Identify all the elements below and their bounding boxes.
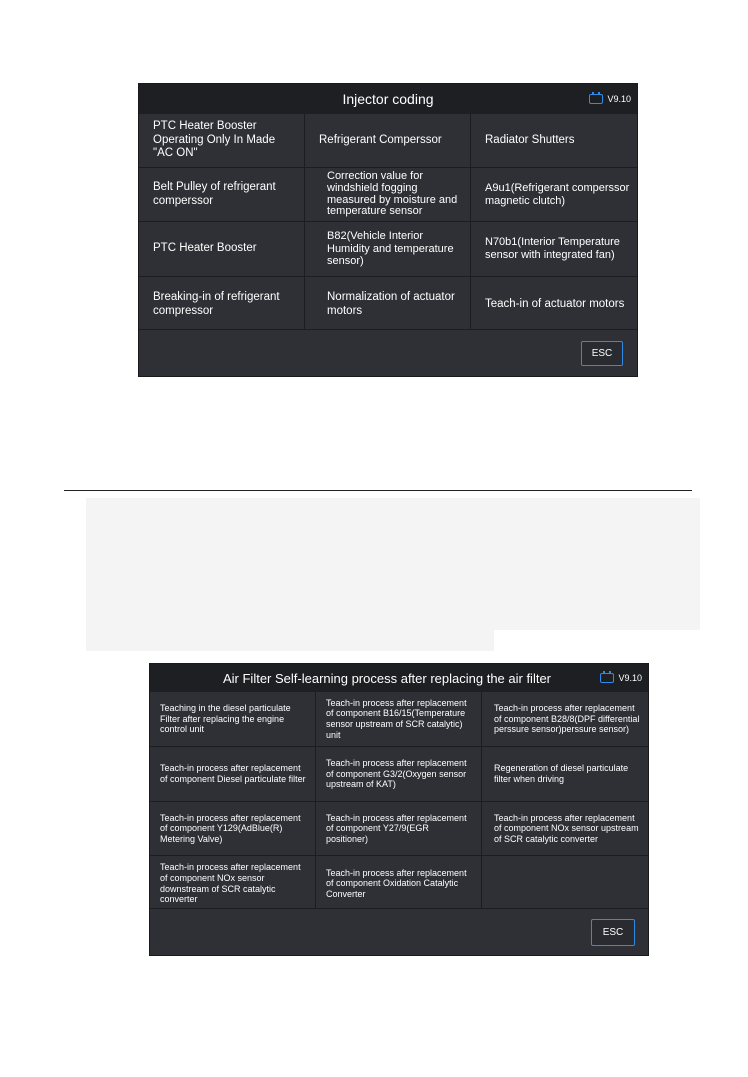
menu-item[interactable]: Teach-in process after replacement of component NOx sensor downstream of SCR catalytic converter xyxy=(150,856,316,911)
injector-coding-screen xyxy=(138,83,638,377)
menu-item[interactable]: Teach-in process after replacement of component G3/2(Oxygen sensor upstream of KAT) xyxy=(316,747,482,802)
menu-item[interactable]: N70b1(Interior Temperature sensor with integrated fan) xyxy=(471,222,638,277)
menu-item-empty xyxy=(482,856,649,911)
menu-item[interactable]: PTC Heater Booster xyxy=(139,222,305,277)
function-menu-grid xyxy=(150,692,649,911)
menu-item[interactable]: A9u1(Refrigerant comperssor magnetic clutch) xyxy=(471,168,638,222)
footer-bar xyxy=(139,329,637,376)
menu-item[interactable]: Teach-in of actuator motors xyxy=(471,277,638,332)
menu-item[interactable]: Teach-in process after replacement of component B16/15(Temperature sensor upstream of SCR catalytic) unit xyxy=(316,692,482,747)
menu-item[interactable]: Correction value for windshield fogging measured by moisture and temperature sensor xyxy=(305,168,471,222)
menu-item[interactable]: Teach-in process after replacement of component NOx sensor upstream of SCR catalytic converter xyxy=(482,802,649,856)
esc-button[interactable]: ESC xyxy=(581,341,623,366)
version-label: V9.10 xyxy=(618,673,642,683)
menu-item[interactable]: Normalization of actuator motors xyxy=(305,277,471,332)
footer-bar xyxy=(150,908,648,955)
menu-item[interactable]: Radiator Shutters xyxy=(471,114,638,168)
version-label: V9.10 xyxy=(607,94,631,104)
version-indicator xyxy=(600,664,642,692)
version-indicator xyxy=(589,84,631,114)
page-title: Air Filter Self-learning process after replacing the air filter xyxy=(222,670,552,686)
air-filter-screen xyxy=(149,663,649,956)
menu-item[interactable]: Teach-in process after replacement of component Y129(AdBlue(R) Metering Valve) xyxy=(150,802,316,856)
battery-icon xyxy=(589,94,603,104)
title-bar xyxy=(150,664,648,692)
placeholder-block xyxy=(86,498,700,630)
menu-item[interactable]: Belt Pulley of refrigerant comperssor xyxy=(139,168,305,222)
menu-item[interactable]: Teaching in the diesel particulate Filter after replacing the engine control unit xyxy=(150,692,316,747)
menu-item[interactable]: Breaking-in of refrigerant compressor xyxy=(139,277,305,332)
menu-item[interactable]: PTC Heater Booster Operating Only In Made "AC ON" xyxy=(139,114,305,168)
menu-item[interactable]: Teach-in process after replacement of component Y27/9(EGR positioner) xyxy=(316,802,482,856)
placeholder-block xyxy=(86,630,494,651)
function-menu-grid xyxy=(139,114,638,332)
menu-item[interactable]: Teach-in process after replacement of component B28/8(DPF differential perssure sensor)perssure sensor) xyxy=(482,692,649,747)
menu-item[interactable]: Refrigerant Comperssor xyxy=(305,114,471,168)
menu-item[interactable]: B82(Vehicle Interior Humidity and temperature sensor) xyxy=(305,222,471,277)
menu-item[interactable]: Teach-in process after replacement of component Oxidation Catalytic Converter xyxy=(316,856,482,911)
esc-button[interactable]: ESC xyxy=(591,919,635,946)
page-divider xyxy=(64,490,692,491)
battery-icon xyxy=(600,673,614,683)
title-bar xyxy=(139,84,637,114)
menu-item[interactable]: Regeneration of diesel particulate filter when driving xyxy=(482,747,649,802)
page-title: Injector coding xyxy=(342,91,434,107)
menu-item[interactable]: Teach-in process after replacement of component Diesel particulate filter xyxy=(150,747,316,802)
